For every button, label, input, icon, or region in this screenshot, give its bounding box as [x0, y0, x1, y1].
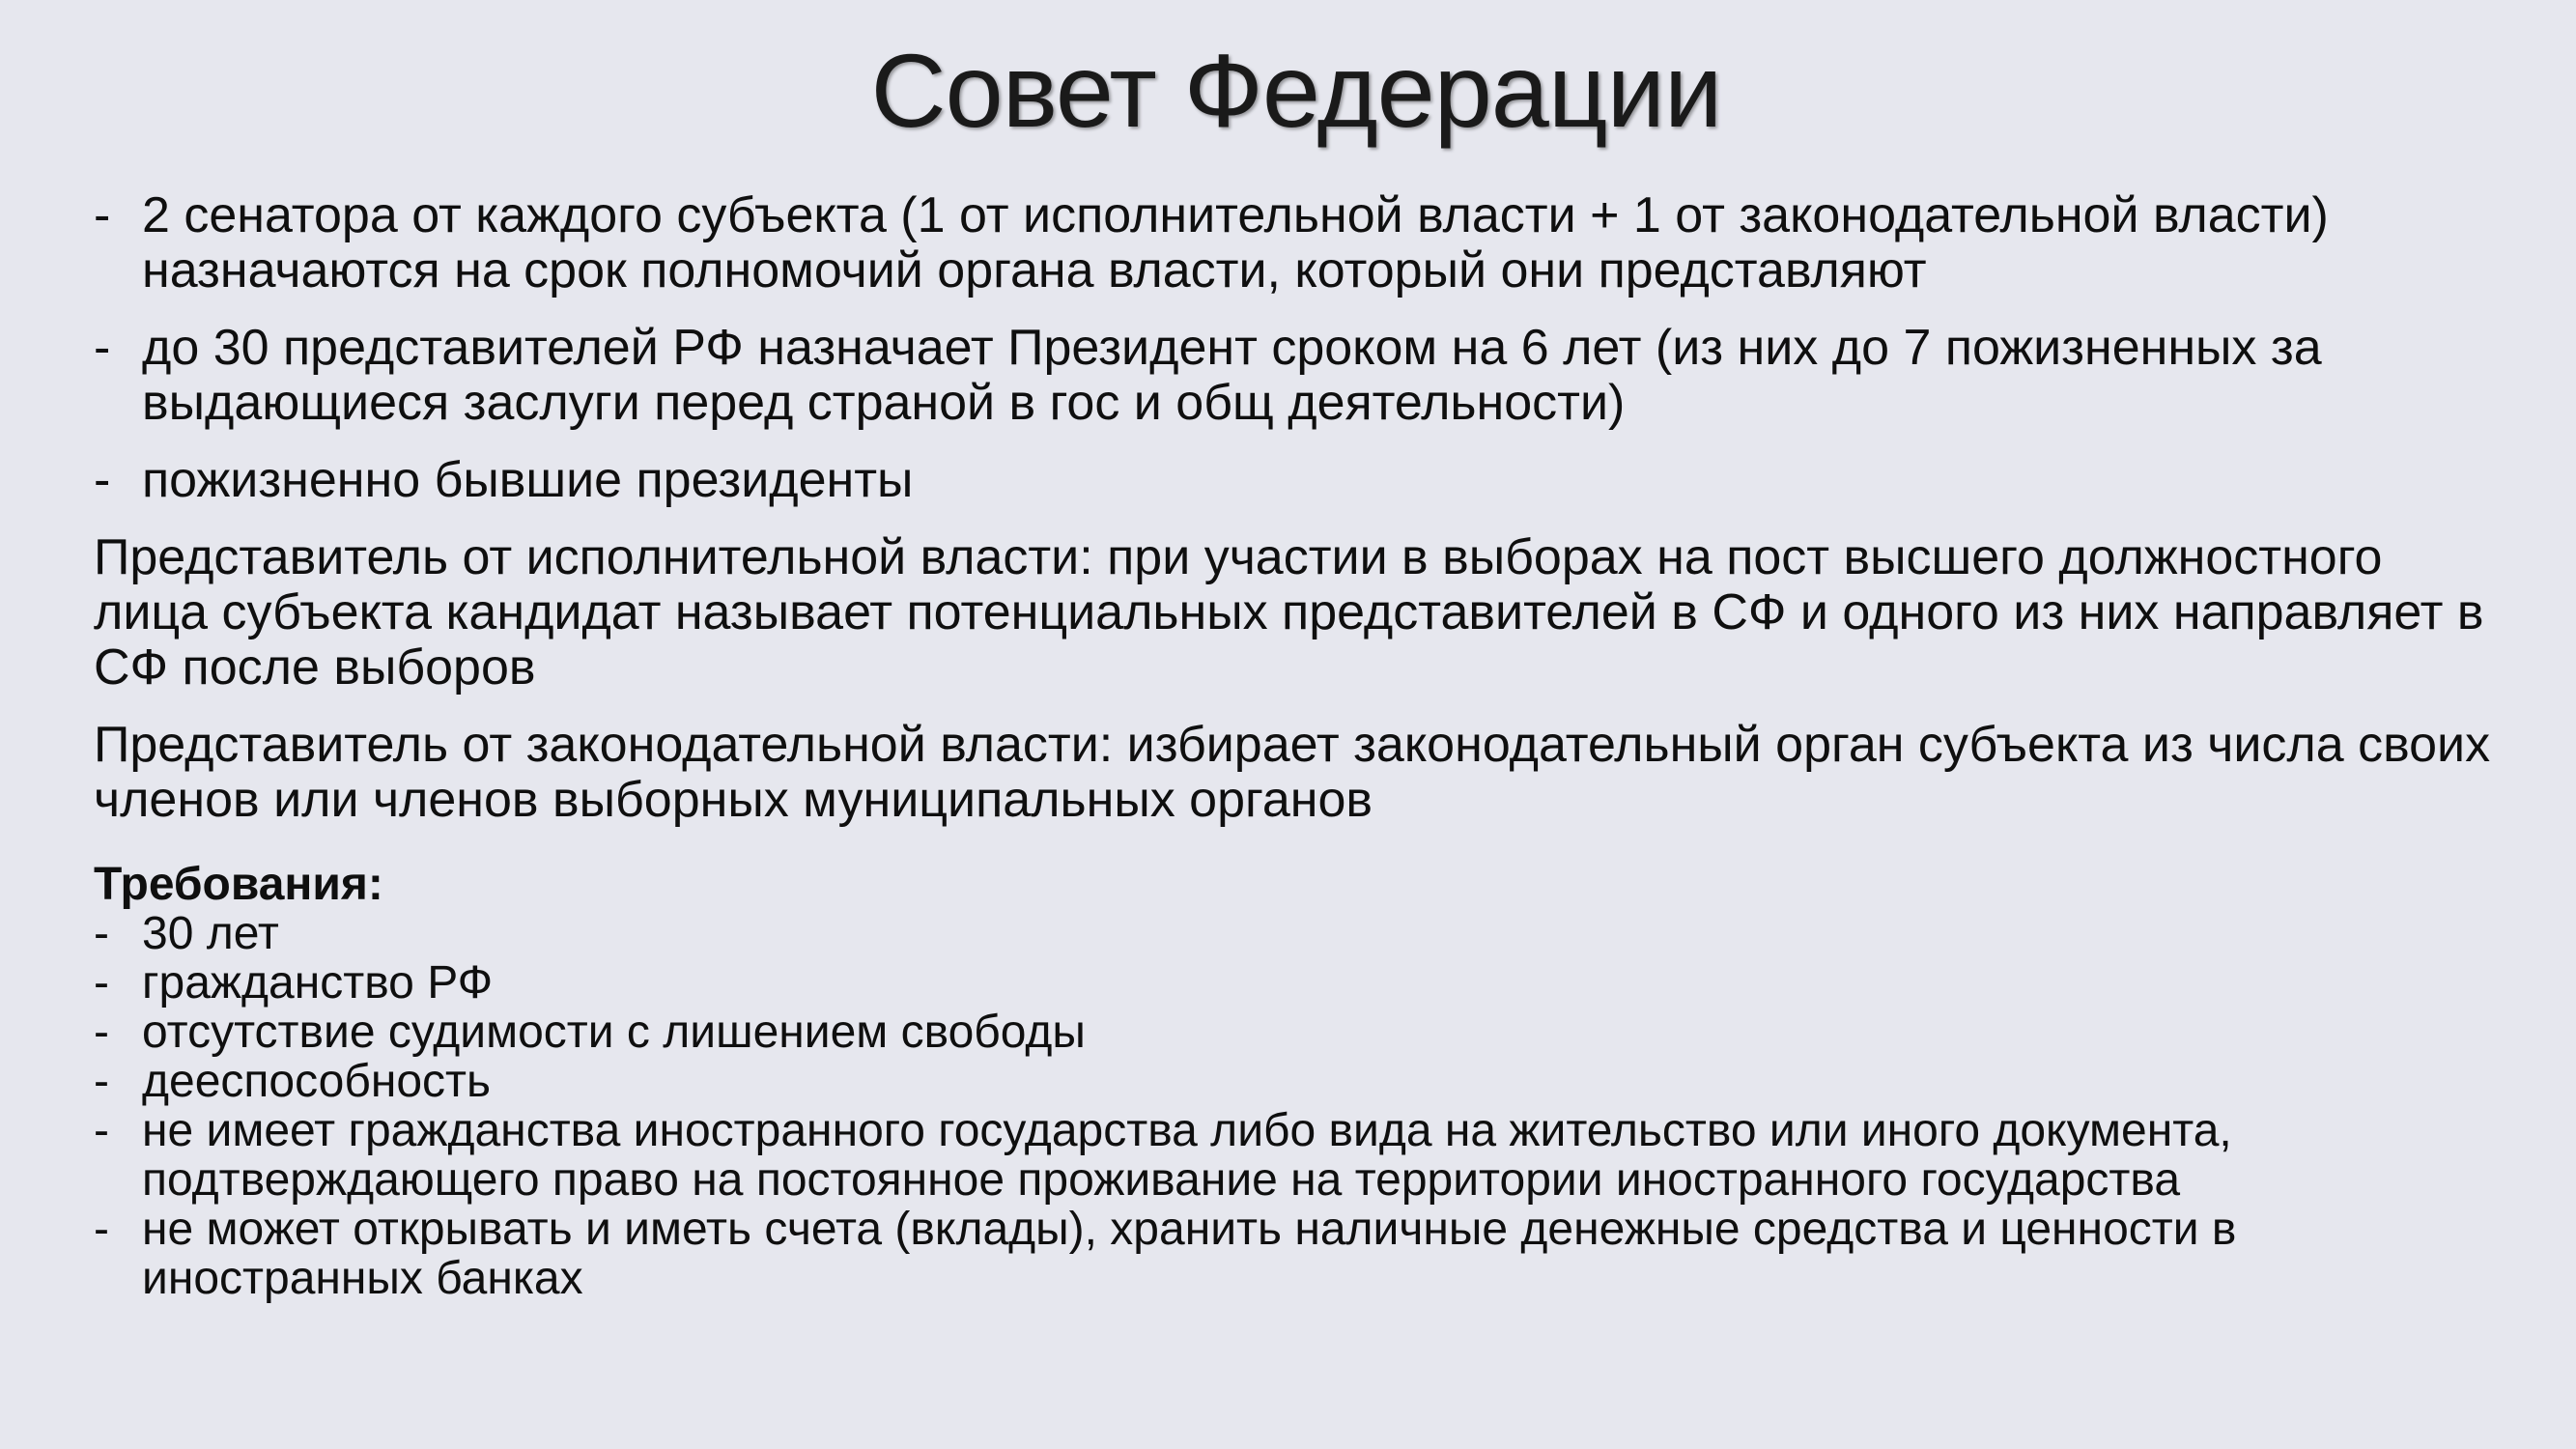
- requirement-text: 30 лет: [142, 908, 279, 959]
- bullet-dash: -: [94, 1105, 109, 1156]
- bullet-dash: -: [94, 1204, 109, 1255]
- bullet-dash: -: [94, 320, 111, 376]
- paragraph-legislative-representative: Представитель от законодательной власти: избирает законодательный орган субъекта из числа своих членов или членов выборных муниципальных органов: [94, 717, 2491, 828]
- slide-title: Совет Федерации: [870, 32, 1722, 149]
- bullet-senators: [94, 188, 2499, 298]
- requirement-text: отсутствие судимости с лишением свободы: [142, 1007, 1086, 1058]
- requirement-item: [94, 1106, 2499, 1205]
- requirement-item: [94, 1008, 2499, 1057]
- bullet-text: 2 сенатора от каждого субъекта (1 от исполнительной власти + 1 от законодательной власти) назначаются на срок полномочий органа власти, который они представляют: [142, 187, 2329, 298]
- bullet-president-appointees: [94, 321, 2499, 431]
- requirement-text: дееспособность: [142, 1056, 492, 1107]
- requirement-item: [94, 1057, 2499, 1106]
- bullet-dash: -: [94, 957, 109, 1009]
- bullet-text: пожизненно бывшие президенты: [142, 452, 914, 508]
- bullet-dash: -: [94, 1056, 109, 1107]
- bullet-text: до 30 представителей РФ назначает Президент сроком на 6 лет (из них до 7 пожизненных за выдающиеся заслуги перед страной в гос и общ деятельности): [142, 320, 2322, 431]
- requirements-heading: Требования:: [94, 859, 383, 910]
- bullet-dash: -: [94, 452, 111, 508]
- bullet-dash: -: [94, 908, 109, 959]
- requirement-item: [94, 909, 2499, 958]
- requirement-text: не имеет гражданства иностранного государства либо вида на жительство или иного документа, подтверждающего право на постоянное проживание на территории иностранного государства: [142, 1105, 2232, 1206]
- requirement-item: [94, 1205, 2499, 1303]
- bullet-former-presidents: [94, 453, 2499, 508]
- paragraph-executive-representative: Представитель от исполнительной власти: при участии в выборах на пост высшего должностного лица субъекта кандидат называет потенциальных представителей в СФ и одного из них направляет в СФ после выборов: [94, 529, 2484, 696]
- requirement-text: не может открывать и иметь счета (вклады), хранить наличные денежные средства и ценности в иностранных банках: [142, 1204, 2237, 1304]
- requirement-item: [94, 958, 2499, 1008]
- bullet-dash: -: [94, 187, 111, 243]
- bullet-dash: -: [94, 1007, 109, 1058]
- requirement-text: гражданство РФ: [142, 957, 494, 1009]
